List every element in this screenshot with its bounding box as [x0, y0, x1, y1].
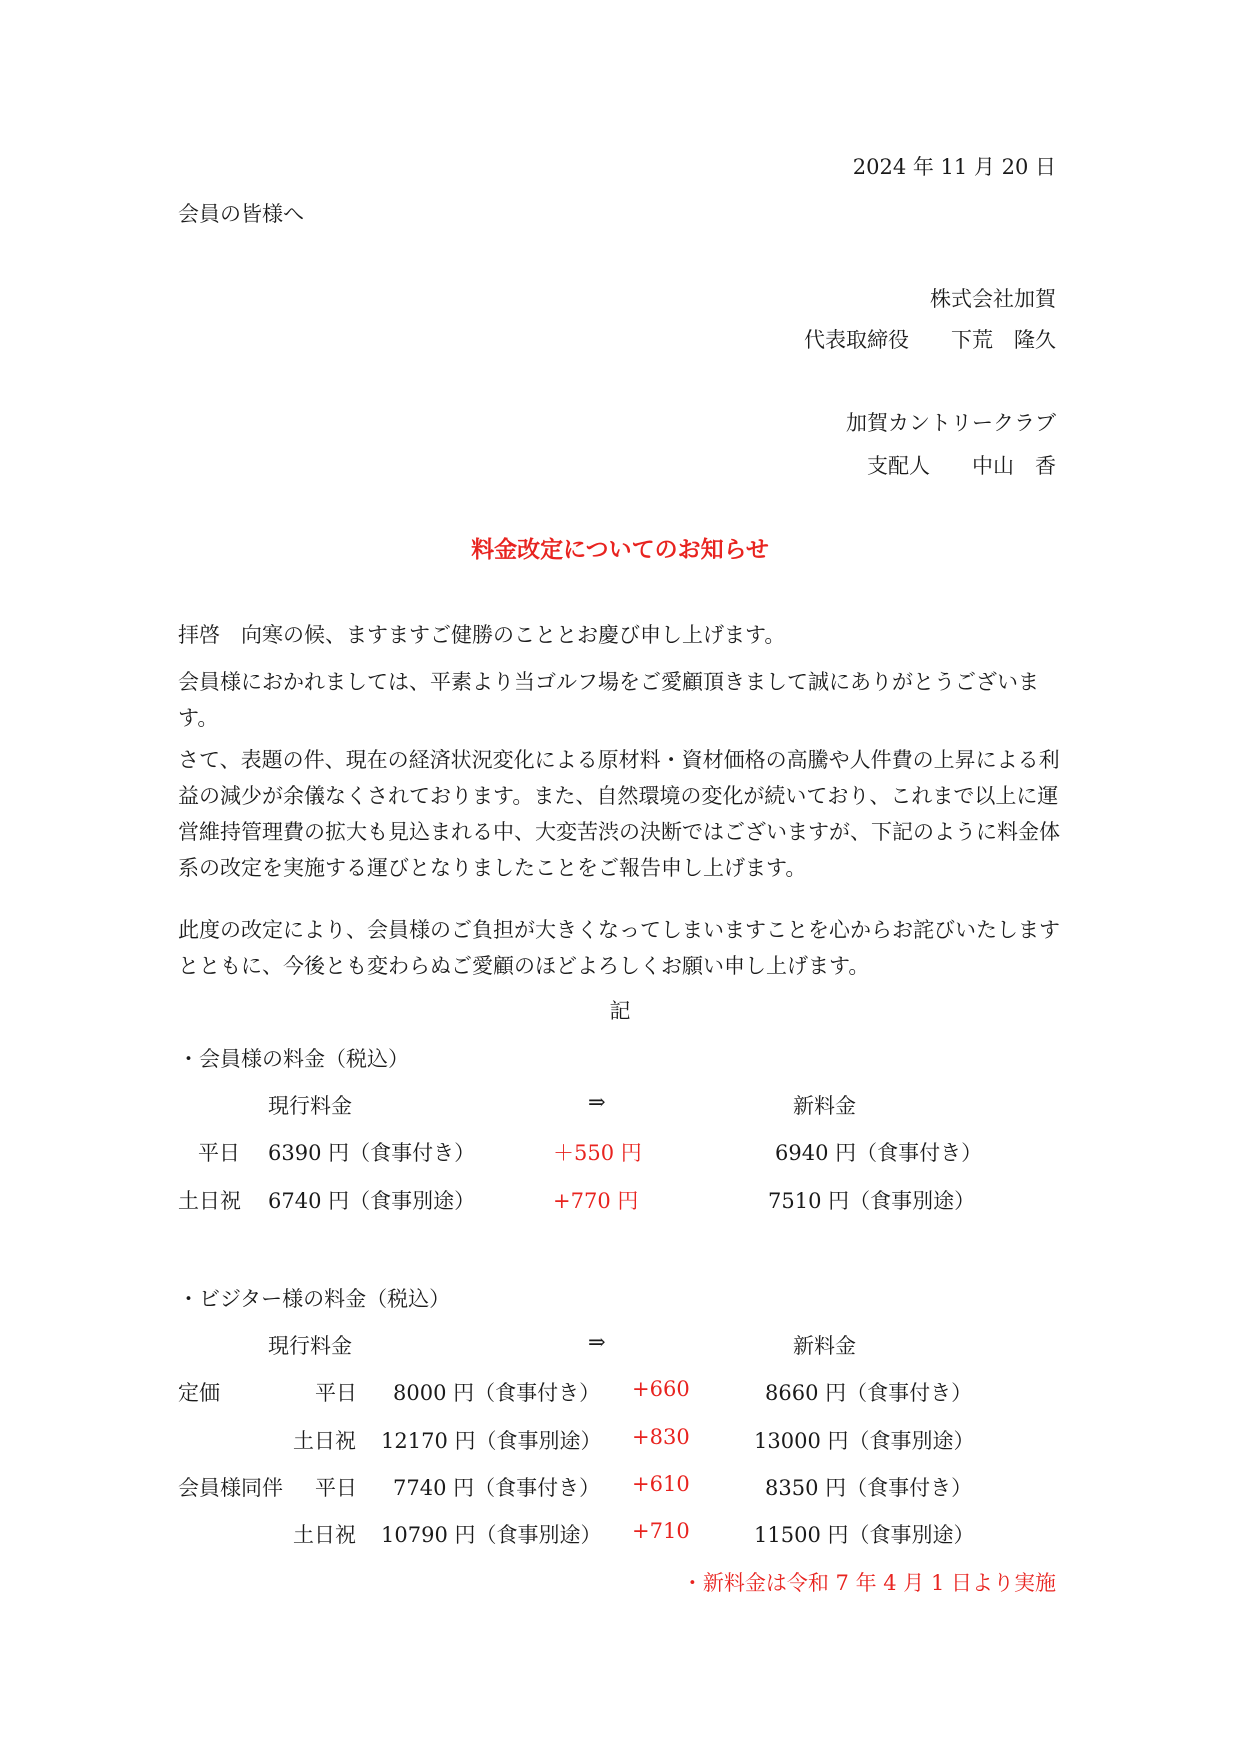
members-row-holiday-current: 6740 円（食事別途） [268, 1189, 476, 1213]
ki-heading: 記 [609, 999, 631, 1023]
visitors-row-1-current: 8000 円（食事付き） [393, 1381, 601, 1405]
thanks-text: 会員様におかれましては、平素より当ゴルフ場をご愛顧頂きまして誠にありがとうございます。 [178, 670, 1039, 730]
visitors-row-3-current: 7740 円（食事付き） [393, 1476, 601, 1500]
greeting-paragraph [178, 617, 1064, 653]
members-row-holiday-new: 7510 円（食事別途） [768, 1189, 976, 1213]
members-row-weekday-current: 6390 円（食事付き） [268, 1141, 476, 1165]
reason-paragraph [178, 742, 1064, 886]
thanks-paragraph [178, 664, 1064, 736]
visitors-row-2-current: 12170 円（食事別途） [381, 1429, 602, 1453]
visitors-row-3-day: 平日 [315, 1476, 357, 1500]
apology-text: 此度の改定により、会員様のご負担が大きくなってしまいますことを心からお詫びいたしますとともに、今後とも変わらぬご愛顧のほどよろしくお願い申し上げます。 [178, 918, 1060, 978]
apology-paragraph [178, 912, 1064, 984]
visitors-row-4-increase: +710 [632, 1519, 690, 1543]
visitors-current-fee-header: 現行料金 [268, 1334, 352, 1358]
greeting-text: 拝啓 向寒の候、ますますご健勝のこととお慶び申し上げます。 [178, 623, 786, 647]
visitors-row-2-day: 土日祝 [293, 1429, 356, 1453]
members-new-fee-header: 新料金 [793, 1094, 856, 1118]
visitors-row-3-category: 会員様同伴 [178, 1476, 283, 1500]
visitors-arrow: ⇒ [588, 1330, 606, 1354]
members-row-weekday-new: 6940 円（食事付き） [775, 1141, 983, 1165]
sender-company-representative: 代表取締役 下荒 隆久 [804, 328, 1056, 352]
effective-date-note: ・新料金は令和 7 年 4 月 1 日より実施 [681, 1571, 1056, 1595]
visitors-row-1-day: 平日 [315, 1381, 357, 1405]
members-row-holiday-increase: +770 円 [553, 1189, 639, 1213]
visitors-row-2-increase: +830 [632, 1425, 690, 1449]
visitors-row-1-new: 8660 円（食事付き） [765, 1381, 973, 1405]
sender-company: 株式会社加賀 [930, 287, 1056, 311]
visitors-row-1-category: 定価 [178, 1381, 220, 1405]
visitors-fee-heading: ・ビジター様の料金（税込） [178, 1287, 451, 1311]
addressee: 会員の皆様へ [178, 202, 304, 226]
visitors-row-4-current: 10790 円（食事別途） [381, 1523, 602, 1547]
members-fee-heading: ・会員様の料金（税込） [178, 1047, 409, 1071]
reason-text: さて、表題の件、現在の経済状況変化による原材料・資材価格の高騰や人件費の上昇による利益の減少が余儀なくされております。また、自然環境の変化が続いており、これまで以上に運営維持管理費の拡大も見込まれる中、大変苦渋の決断ではございますが、下記のように料金体系の改定を実施する運びとなりましたことをご報告申し上げます。 [178, 748, 1060, 880]
members-row-holiday-day: 土日祝 [178, 1189, 241, 1213]
members-row-weekday-increase: ＋550 円 [553, 1141, 642, 1165]
members-row-weekday-day: 平日 [198, 1141, 240, 1165]
notice-title: 料金改定についてのお知らせ [471, 536, 769, 563]
members-current-fee-header: 現行料金 [268, 1094, 352, 1118]
visitors-row-3-new: 8350 円（食事付き） [765, 1476, 973, 1500]
visitors-row-4-new: 11500 円（食事別途） [754, 1523, 975, 1547]
document-date: 2024 年 11 月 20 日 [852, 155, 1056, 179]
visitors-row-1-increase: +660 [632, 1377, 690, 1401]
sender-club: 加賀カントリークラブ [846, 411, 1056, 435]
visitors-row-3-increase: +610 [632, 1472, 690, 1496]
members-arrow: ⇒ [588, 1090, 606, 1114]
sender-club-manager: 支配人 中山 香 [867, 454, 1056, 478]
visitors-new-fee-header: 新料金 [793, 1334, 856, 1358]
visitors-row-2-new: 13000 円（食事別途） [754, 1429, 975, 1453]
visitors-row-4-day: 土日祝 [293, 1523, 356, 1547]
